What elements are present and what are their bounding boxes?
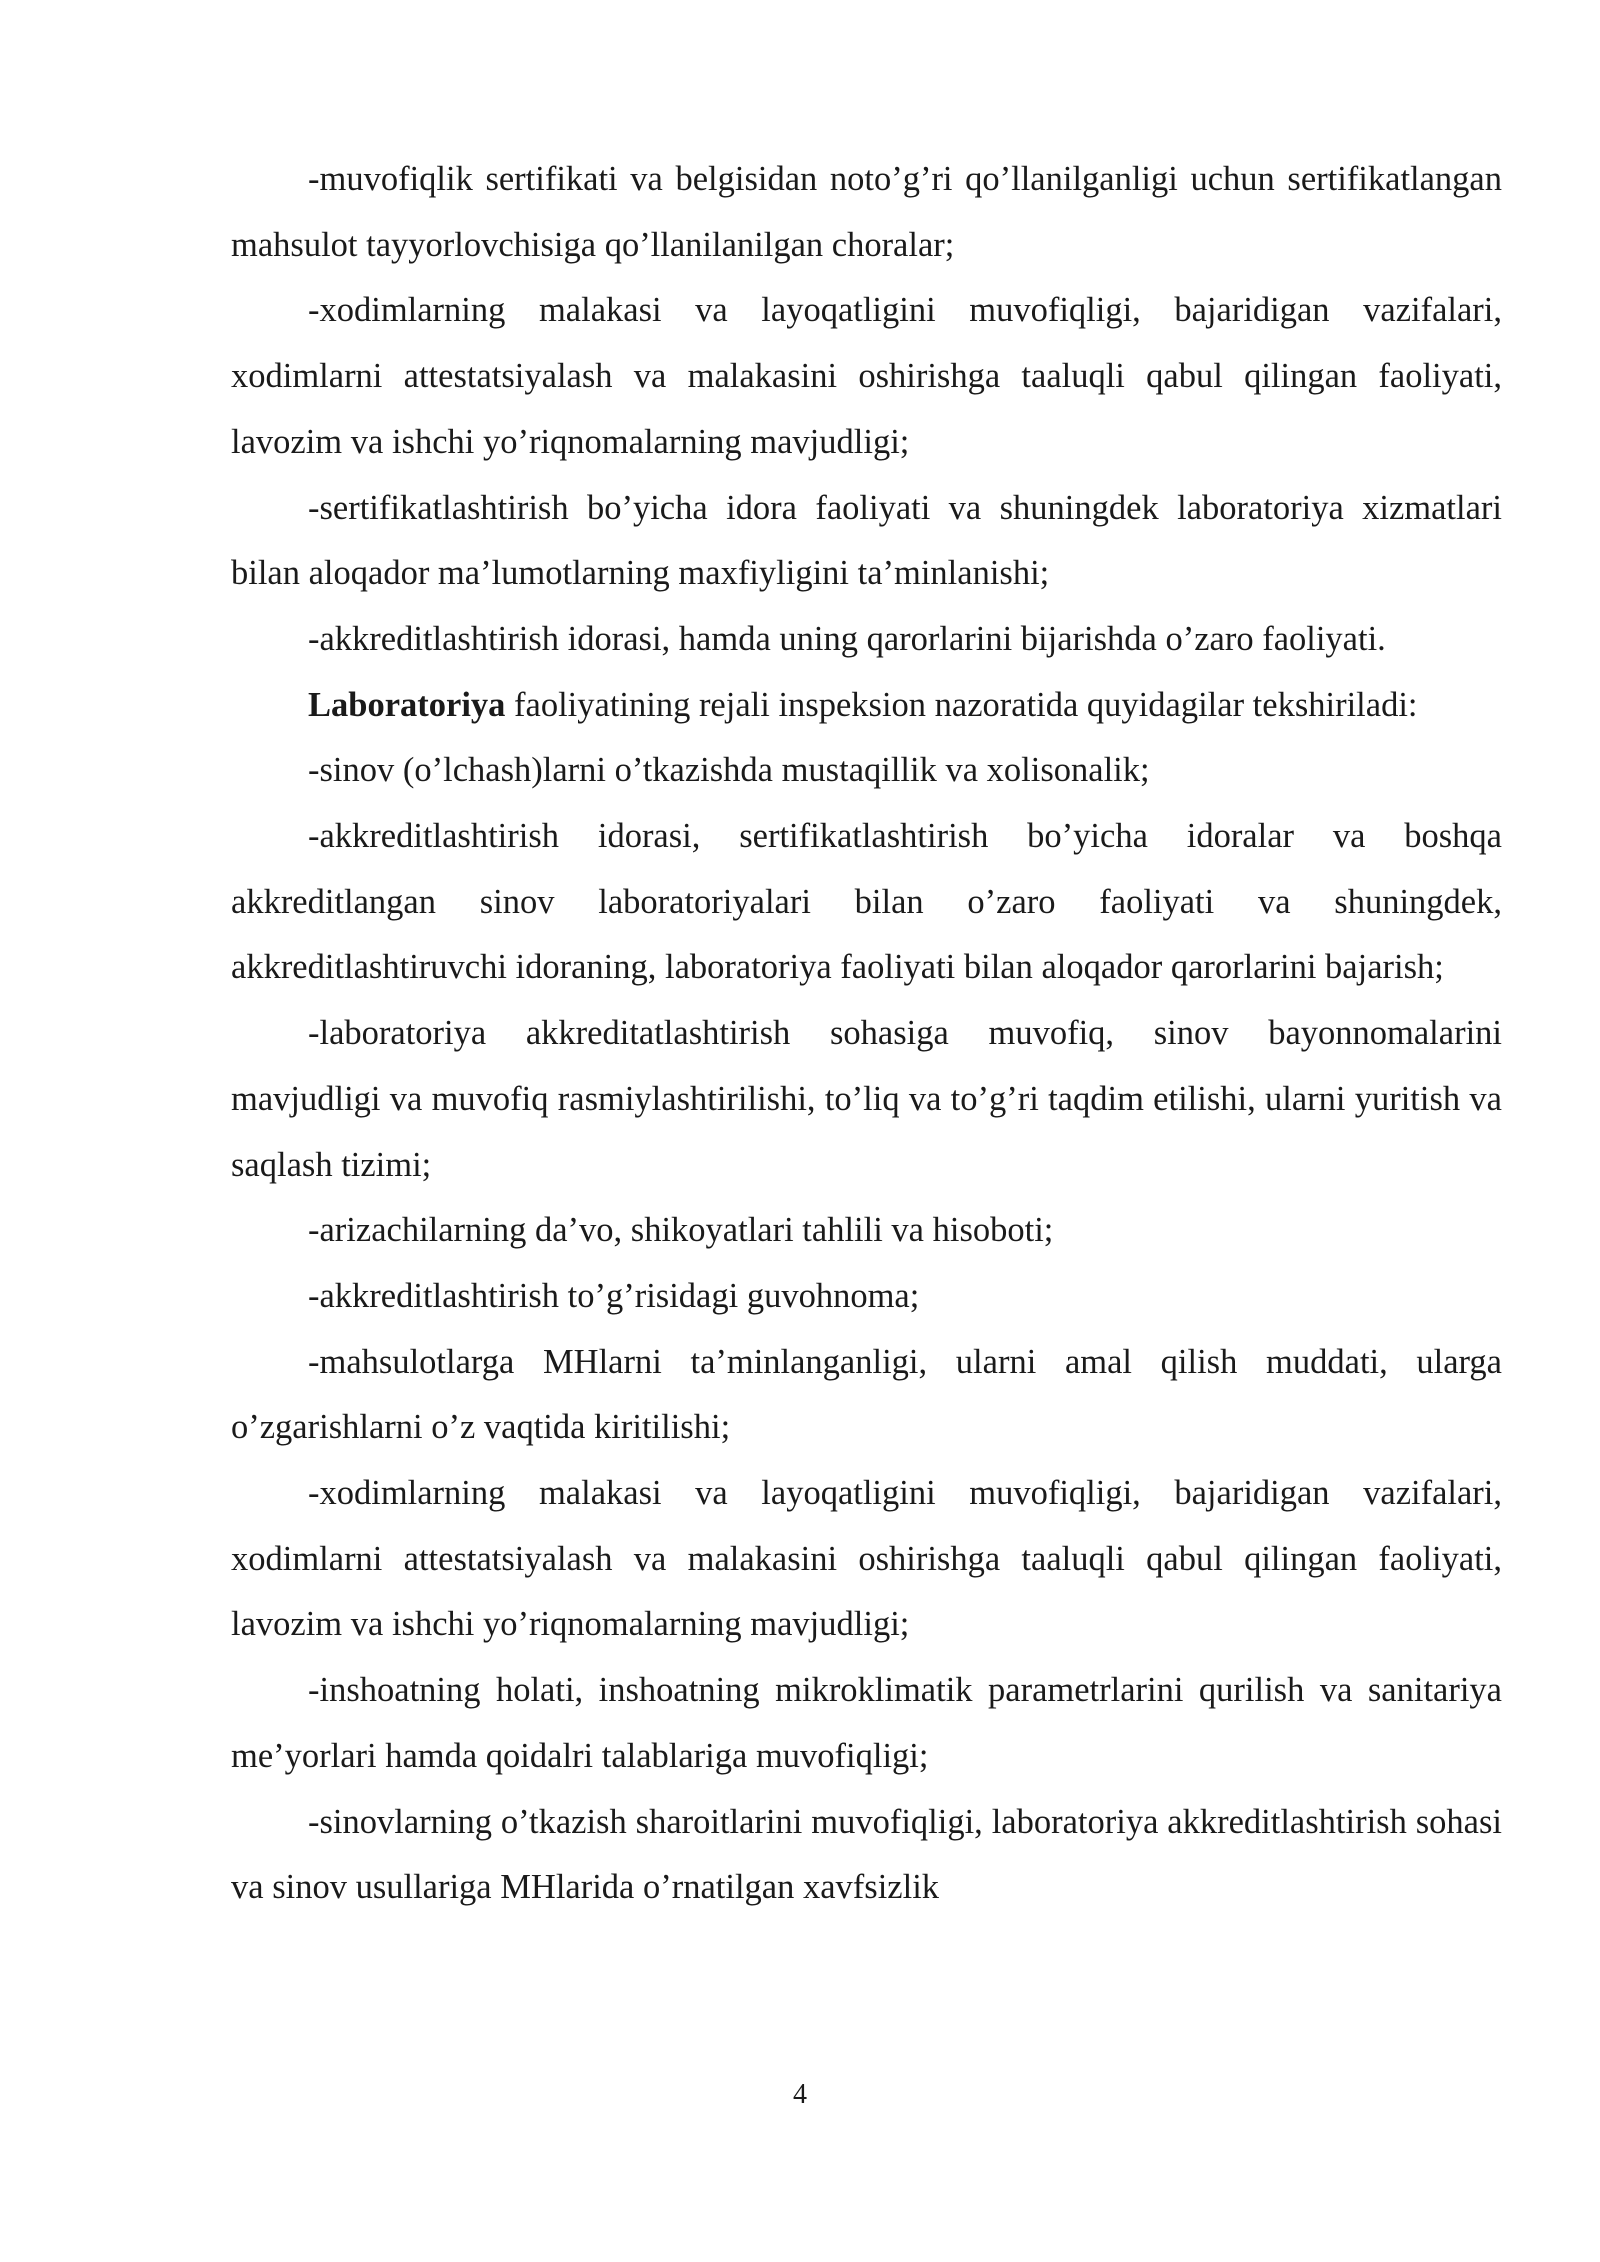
paragraph-14	[231, 1790, 1502, 1921]
paragraph-text: -sinovlarning o’tkazish sharoitlarini muvofiqligi, laboratoriya akkreditlashtirish sohasi va sinov usullariga MHlarida o’rnatilgan xavfsizlik	[231, 1802, 1502, 1907]
paragraph-9	[231, 1198, 1502, 1264]
paragraph-text: -akkreditlashtirish idorasi, sertifikatlashtirish bo’yicha idoralar va boshqa akkreditlangan sinov laboratoriyalari bilan o’zaro faoliyati va shuningdek, akkreditlashtiruvchi idoraning, laboratoriya faoliyati bilan aloqador qarorlarini bajarish;	[231, 817, 1502, 987]
paragraph-5	[231, 673, 1502, 739]
paragraph-text: -inshoatning holati, inshoatning mikroklimatik parametrlarini qurilish va sanitariya me’yorlari hamda qoidalri talablariga muvofiqligi;	[231, 1671, 1502, 1775]
paragraph-7	[231, 804, 1502, 1001]
paragraph-4	[231, 607, 1502, 673]
paragraph-text: -xodimlarning malakasi va layoqatligini muvofiqligi, bajaridigan vazifalari, xodimlarni attestatsiyalash va malakasini oshirishga taaluqli qabul qilingan faoliyati, lavozim va ishchi yo’riqnomalarning mavjudligi;	[231, 291, 1502, 461]
paragraph-text: -laboratoriya akkreditatlashtirish sohasiga muvofiq, sinov bayonnomalarini mavjudligi va muvofiq rasmiylashtirilishi, to’liq va to’g’ri taqdim etilishi, ularni yuritish va saqlash tizimi;	[231, 1014, 1502, 1184]
paragraph-text: -sertifikatlashtirish bo’yicha idora faoliyati va shuningdek laboratoriya xizmatlari bilan aloqador ma’lumotlarning maxfiyligini ta’minlanishi;	[231, 488, 1502, 593]
paragraph-text: -sinov (o’lchash)larni o’tkazishda mustaqillik va xolisonalik;	[308, 751, 1150, 790]
paragraph-1	[231, 147, 1502, 278]
paragraph-text: -arizachilarning da’vo, shikoyatlari tahlili va hisoboti;	[308, 1211, 1054, 1250]
page-number: 4	[793, 2079, 807, 2110]
paragraph-text: -mahsulotlarga MHlarni ta’minlanganligi, ularni amal qilish muddati, ularga o’zgarishlarni o’z vaqtida kiritilishi;	[231, 1342, 1502, 1447]
paragraph-3	[231, 476, 1502, 607]
paragraph-text: -akkreditlashtirish to’g’risidagi guvohnoma;	[308, 1276, 920, 1315]
paragraph-2	[231, 278, 1502, 475]
paragraph-13	[231, 1658, 1502, 1789]
paragraph-10	[231, 1264, 1502, 1330]
paragraph-12	[231, 1461, 1502, 1658]
paragraph-6	[231, 738, 1502, 804]
paragraph-text: -xodimlarning malakasi va layoqatligini muvofiqligi, bajaridigan vazifalari, xodimlarni attestatsiyalash va malakasini oshirishga taaluqli qabul qilingan faoliyati, lavozim va ishchi yo’riqnomalarning mavjudligi;	[231, 1474, 1502, 1644]
paragraph-8	[231, 1001, 1502, 1198]
paragraph-11	[231, 1330, 1502, 1461]
paragraph-text: faoliyatining rejali inspeksion nazoratida quyidagilar tekshiriladi:	[505, 685, 1418, 724]
bold-lead-word: Laboratoriya	[308, 685, 506, 724]
paragraph-text: -muvofiqlik sertifikati va belgisidan noto’g’ri qo’llanilganligi uchun sertifikatlangan mahsulot tayyorlovchisiga qo’llanilanilgan choralar;	[231, 160, 1502, 264]
document-body	[231, 147, 1502, 1921]
paragraph-text: -akkreditlashtirish idorasi, hamda uning qarorlarini bijarishda o’zaro faoliyati.	[308, 619, 1386, 658]
